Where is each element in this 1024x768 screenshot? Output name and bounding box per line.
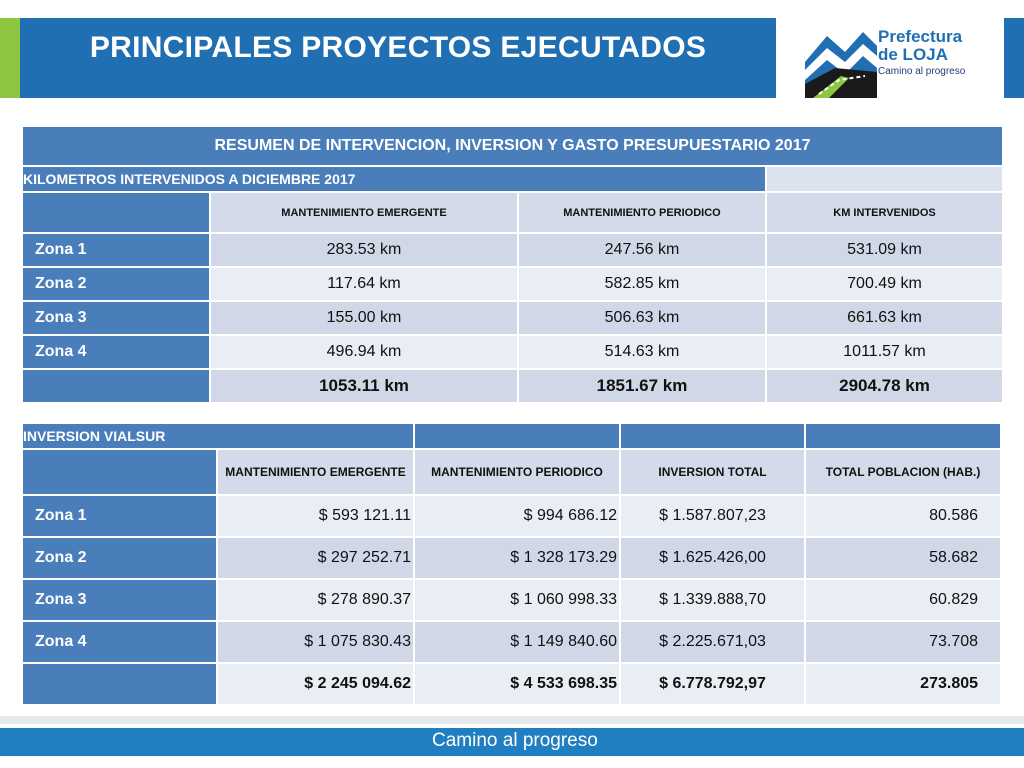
inv-header-empty [23, 450, 216, 494]
footer-slogan: Camino al progreso [432, 730, 598, 751]
inv-periodico-value: $ 1 328 173.29 [415, 538, 619, 578]
table-row [23, 268, 1002, 300]
inv-total-value: $ 2.225.671,03 [621, 622, 804, 662]
inv-poblacion-total: 273.805 [806, 664, 1000, 704]
zone-label: Zona 1 [23, 496, 216, 536]
km-periodico-value: 582.85 km [519, 268, 765, 300]
zone-label: Zona 4 [23, 336, 209, 368]
inv-emergente-value: $ 278 890.37 [218, 580, 413, 620]
table-row [23, 496, 1000, 536]
inv-periodico-value: $ 1 060 998.33 [415, 580, 619, 620]
km-periodico-value: 247.56 km [519, 234, 765, 266]
km-emergente-value: 496.94 km [211, 336, 517, 368]
mountain-road-icon [805, 22, 877, 98]
zone-label: Zona 2 [23, 268, 209, 300]
inv-emergente-value: $ 297 252.71 [218, 538, 413, 578]
km-total-value: 1011.57 km [767, 336, 1002, 368]
table-row [23, 234, 1002, 266]
inv-col-periodico: MANTENIMIENTO PERIODICO [415, 450, 619, 494]
footer-divider [0, 716, 1024, 724]
inv-table-title: INVERSION VIALSUR [23, 424, 413, 448]
inv-total-value: $ 1.625.426,00 [621, 538, 804, 578]
logo-text [878, 28, 965, 77]
header-green-accent [0, 18, 20, 98]
km-header-empty [23, 193, 209, 232]
inv-col-poblacion: TOTAL POBLACION (HAB.) [806, 450, 1000, 494]
inversion-table [21, 422, 1002, 706]
km-periodico-value: 514.63 km [519, 336, 765, 368]
zone-label: Zona 3 [23, 302, 209, 334]
inv-periodico-value: $ 1 149 840.60 [415, 622, 619, 662]
km-table-title: RESUMEN DE INTERVENCION, INVERSION Y GASTO PRESUPUESTARIO 2017 [23, 127, 1002, 165]
table-row [23, 622, 1000, 662]
km-summary-table [21, 125, 1004, 404]
km-total-value: 661.63 km [767, 302, 1002, 334]
inv-col-emergente: MANTENIMIENTO EMERGENTE [218, 450, 413, 494]
totals-row [23, 664, 1000, 704]
inv-emergente-value: $ 1 075 830.43 [218, 622, 413, 662]
inv-title-empty-3 [806, 424, 1000, 448]
km-emergente-value: 283.53 km [211, 234, 517, 266]
logo-tagline: Camino al progreso [878, 66, 966, 77]
km-emergente-total: 1053.11 km [211, 370, 517, 402]
zone-label: Zona 1 [23, 234, 209, 266]
inv-poblacion-value: 80.586 [806, 496, 1000, 536]
km-periodico-value: 506.63 km [519, 302, 765, 334]
inv-col-total: INVERSION TOTAL [621, 450, 804, 494]
zone-label: Zona 3 [23, 580, 216, 620]
km-emergente-value: 117.64 km [211, 268, 517, 300]
table-row [23, 302, 1002, 334]
table-row [23, 336, 1002, 368]
inv-poblacion-value: 60.829 [806, 580, 1000, 620]
inv-title-empty-1 [415, 424, 619, 448]
km-periodico-total: 1851.67 km [519, 370, 765, 402]
totals-label-empty [23, 664, 216, 704]
inv-total-value: $ 1.587.807,23 [621, 496, 804, 536]
totals-row [23, 370, 1002, 402]
totals-label-empty [23, 370, 209, 402]
zone-label: Zona 4 [23, 622, 216, 662]
km-emergente-value: 155.00 km [211, 302, 517, 334]
km-col-periodico: MANTENIMIENTO PERIODICO [519, 193, 765, 232]
header-right-edge [1004, 18, 1024, 98]
km-total-value: 531.09 km [767, 234, 1002, 266]
zone-label: Zona 2 [23, 538, 216, 578]
inv-total-value: $ 1.339.888,70 [621, 580, 804, 620]
inv-emergente-total: $ 2 245 094.62 [218, 664, 413, 704]
inv-emergente-value: $ 593 121.11 [218, 496, 413, 536]
km-col-intervenidos: KM INTERVENIDOS [767, 193, 1002, 232]
inv-periodico-total: $ 4 533 698.35 [415, 664, 619, 704]
inv-title-empty-2 [621, 424, 804, 448]
inv-total-total: $ 6.778.792,97 [621, 664, 804, 704]
km-table-subtitle-empty [767, 167, 1002, 191]
km-total-value: 700.49 km [767, 268, 1002, 300]
km-table-subtitle: KILOMETROS INTERVENIDOS A DICIEMBRE 2017 [23, 167, 765, 191]
km-intervenidos-total: 2904.78 km [767, 370, 1002, 402]
logo-line2: de LOJA [878, 45, 948, 64]
page-title: PRINCIPALES PROYECTOS EJECUTADOS [89, 31, 707, 64]
table-row [23, 538, 1000, 578]
inv-poblacion-value: 73.708 [806, 622, 1000, 662]
logo-line1: Prefectura [878, 27, 963, 46]
table-row [23, 580, 1000, 620]
inv-periodico-value: $ 994 686.12 [415, 496, 619, 536]
km-col-emergente: MANTENIMIENTO EMERGENTE [211, 193, 517, 232]
inv-poblacion-value: 58.682 [806, 538, 1000, 578]
